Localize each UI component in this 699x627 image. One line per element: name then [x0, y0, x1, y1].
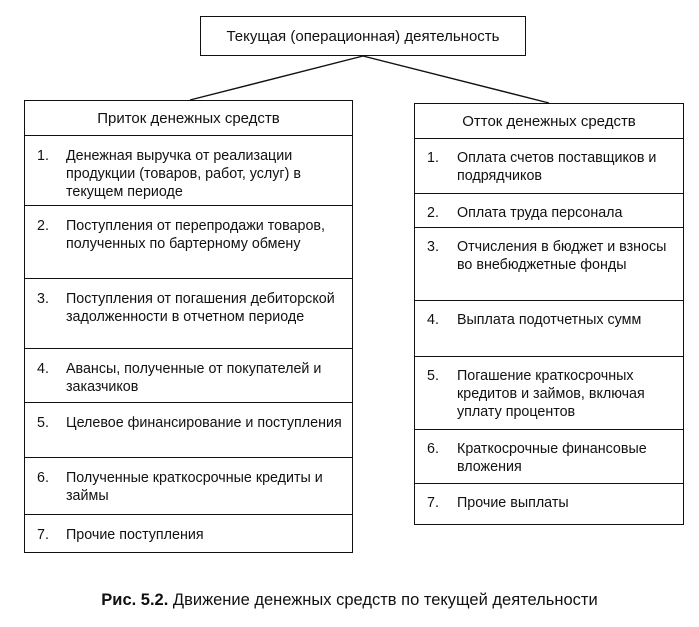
connector-line-left	[190, 56, 363, 100]
outflow-item-text: Оплата труда персонала	[457, 205, 623, 221]
inflow-item-number: 3.	[37, 291, 49, 307]
outflow-item-number: 1.	[427, 150, 439, 166]
outflow-item	[415, 228, 683, 301]
inflow-item-number: 4.	[37, 361, 49, 377]
inflow-item-text: Поступления от погашения дебиторской задолженности в отчетном периоде	[66, 291, 335, 325]
inflow-item	[25, 349, 352, 403]
outflow-item-text: Погашение краткосрочных кредитов и займов, включая уплату процентов	[457, 368, 645, 420]
inflow-item-number: 7.	[37, 527, 49, 543]
outflow-item-number: 3.	[427, 239, 439, 255]
inflow-item-number: 1.	[37, 148, 49, 164]
outflow-item-text: Отчисления в бюджет и взносы во внебюджетные фонды	[457, 239, 667, 273]
outflow-item	[415, 430, 683, 484]
outflow-item-number: 4.	[427, 312, 439, 328]
inflow-item-text: Авансы, полученные от покупателей и заказчиков	[66, 361, 322, 395]
outflow-item	[415, 139, 683, 194]
inflow-item-text: Целевое финансирование и поступления	[66, 415, 342, 431]
outflow-item-text: Оплата счетов поставщиков и подрядчиков	[457, 150, 657, 184]
outflow-item	[415, 301, 683, 357]
inflow-item-text: Полученные краткосрочные кредиты и займы	[66, 470, 323, 504]
inflow-header	[25, 101, 352, 136]
figure-caption	[0, 591, 699, 610]
outflow-item-number: 5.	[427, 368, 439, 384]
inflow-item	[25, 458, 352, 515]
inflow-item	[25, 515, 352, 550]
outflow-item	[415, 194, 683, 228]
inflow-header-label: Приток денежных средств	[97, 109, 280, 127]
activity-title-box	[200, 16, 526, 56]
figure-caption-label: Рис. 5.2.	[101, 591, 169, 609]
inflow-item	[25, 279, 352, 349]
inflow-item-text: Денежная выручка от реализации продукции (товаров, работ, услуг) в текущем периоде	[66, 148, 301, 200]
outflow-item-text: Выплата подотчетных сумм	[457, 312, 642, 328]
inflow-item-number: 5.	[37, 415, 49, 431]
inflow-item	[25, 136, 352, 206]
outflow-header	[415, 104, 683, 139]
outflow-header-label: Отток денежных средств	[462, 112, 636, 130]
outflow-item	[415, 484, 683, 524]
inflow-item-number: 6.	[37, 470, 49, 486]
inflow-item-text: Прочие поступления	[66, 527, 204, 543]
connector-line-right	[363, 56, 549, 103]
inflow-item-number: 2.	[37, 218, 49, 234]
outflow-item	[415, 357, 683, 430]
outflow-item-text: Прочие выплаты	[457, 495, 569, 511]
inflow-item	[25, 206, 352, 279]
inflow-panel	[24, 100, 353, 553]
inflow-item	[25, 403, 352, 458]
outflow-item-number: 2.	[427, 205, 439, 221]
outflow-item-text: Краткосрочные финансовые вложения	[457, 441, 647, 475]
inflow-item-text: Поступления от перепродажи товаров, полученных по бартерному обмену	[66, 218, 325, 252]
outflow-panel	[414, 103, 684, 525]
outflow-item-number: 6.	[427, 441, 439, 457]
outflow-item-number: 7.	[427, 495, 439, 511]
activity-title: Текущая (операционная) деятельность	[226, 27, 500, 45]
figure-caption-text: Движение денежных средств по текущей деятельности	[172, 591, 598, 609]
